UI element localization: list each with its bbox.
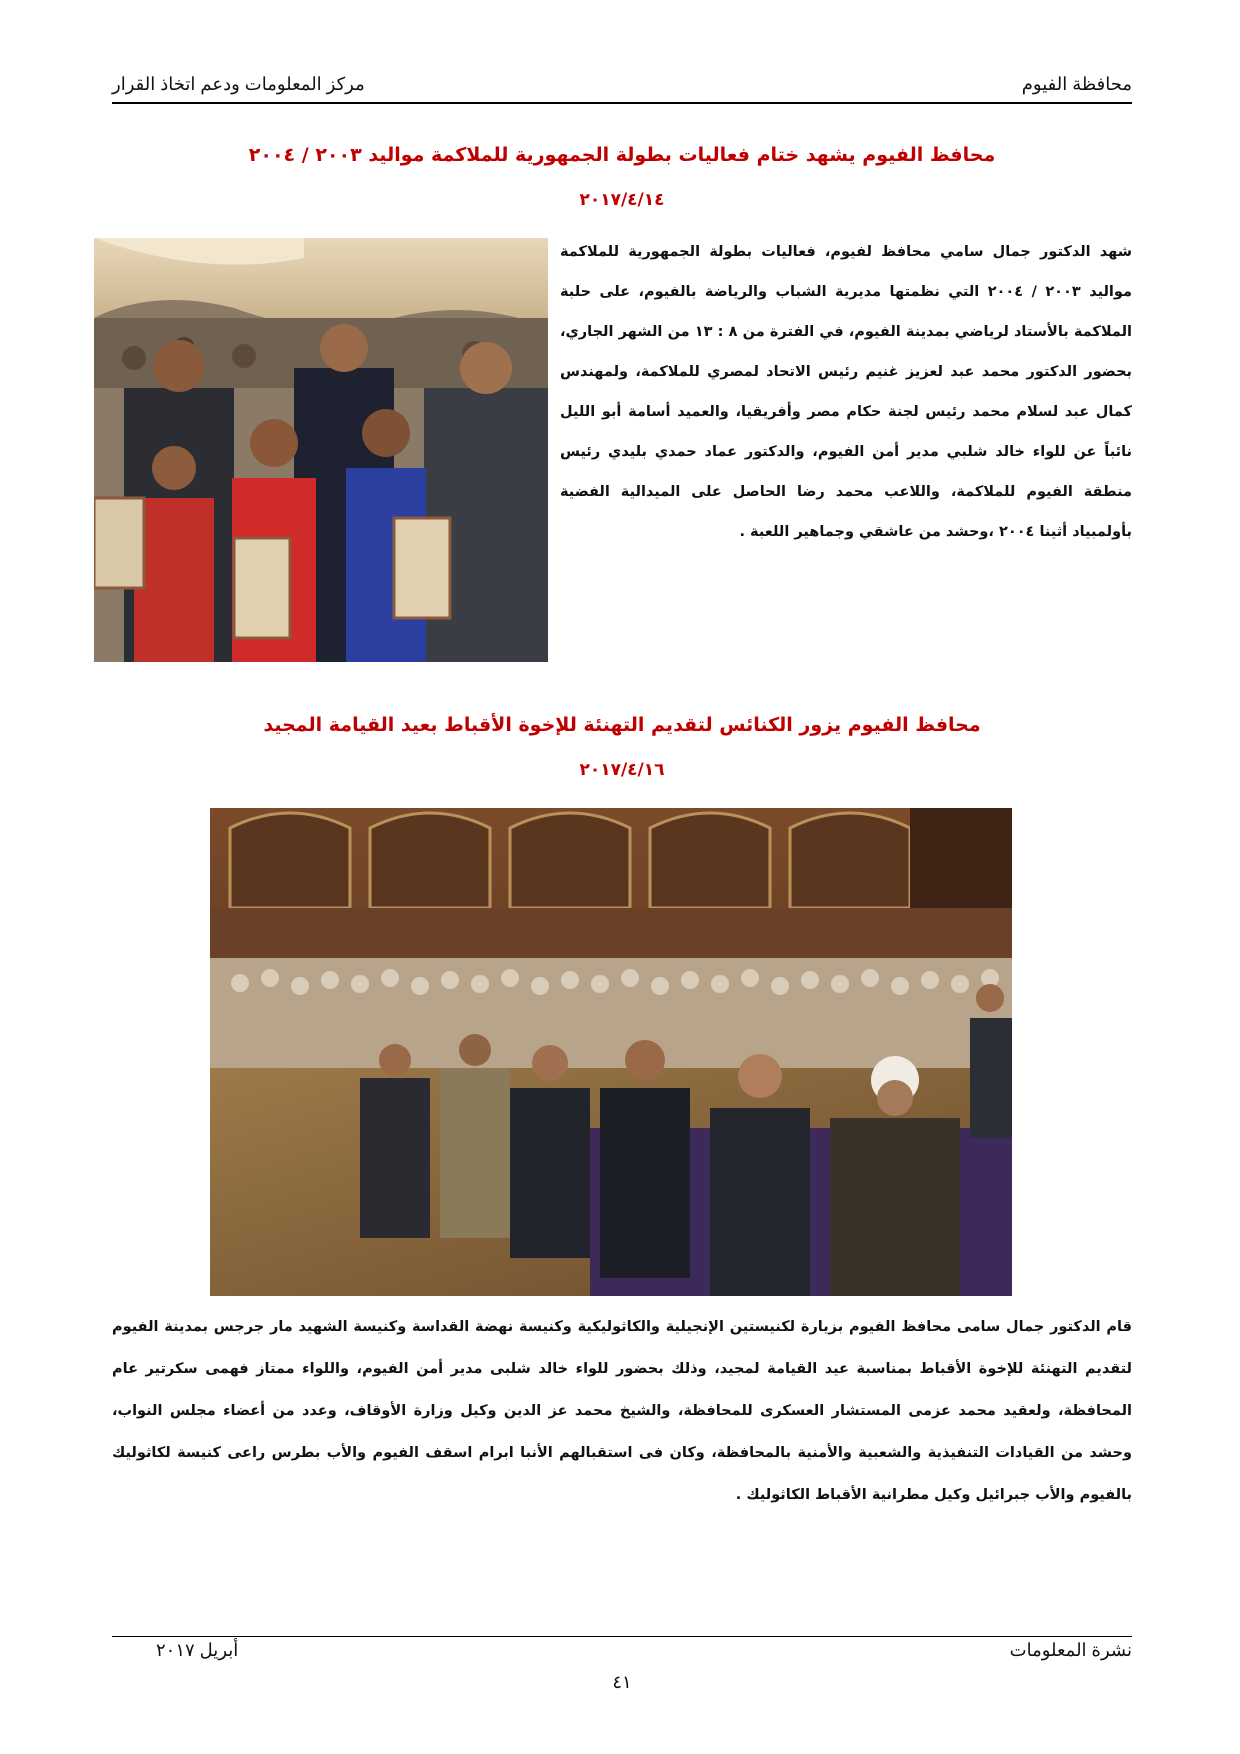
- article1-title: محافظ الفيوم يشهد ختام فعاليات بطولة الجمهورية للملاكمة مواليد ٢٠٠٣ / ٢٠٠٤: [248, 144, 996, 166]
- footer-date: أبريل ٢٠١٧: [156, 1640, 239, 1660]
- boxing-ceremony-photo: [94, 238, 548, 662]
- page-number: ٤١: [612, 1672, 632, 1692]
- article1-date: ٢٠١٧/٤/١٤: [579, 190, 665, 210]
- header-center: مركز المعلومات ودعم اتخاذ القرار: [112, 74, 365, 94]
- article2-title: محافظ الفيوم يزور الكنائس لتقديم التهنئة للإخوة الأقباط بعيد القيامة المجيد: [263, 714, 981, 736]
- boxing-ceremony-illustration: [94, 238, 548, 662]
- article2-date: ٢٠١٧/٤/١٦: [579, 760, 665, 780]
- footer-divider: [112, 1636, 1132, 1637]
- page-header: [112, 70, 1132, 104]
- header-governorate: محافظة الفيوم: [1021, 74, 1132, 94]
- church-visit-photo: [210, 808, 1012, 1296]
- article1-body: شهد الدكتور جمال سامي محافظ لفيوم، فعاليات بطولة الجمهورية للملاكمة مواليد ٢٠٠٣ / ٢٠٠٤ التي نظمتها مديرية الشباب والرياضة بالفيوم، على حلبة الملاكمة بالأستاد لرياضي بمدينة الفيوم، في الفترة من ٨ : ١٣ من الشهر الجاري، بحضور الدكتور محمد عبد لعزيز غنيم رئيس الاتحاد لمصري للملاكمة، ولمهندس كمال عبد لسلام محمد رئيس لجنة حكام مصر وأفريقيا، والعميد أسامة أبو الليل نائباً عن للواء خالد شلبي مدير أمن الفيوم، والدكتور عماد حمدي بليدي رئيس منطقة الفيوم للملاكمة، واللاعب محمد رضا الحاصل على الميدالية الفضية بأولمبياد أثينا ٢٠٠٤ ،وحشد من عاشقي وجماهير اللعبة .: [560, 244, 1133, 540]
- church-visit-illustration: [210, 808, 1012, 1296]
- footer-publication: نشرة المعلومات: [1009, 1640, 1132, 1660]
- page-footer: [112, 1640, 1132, 1670]
- article2-body: قام الدكتور جمال سامى محافظ الفيوم بزيارة لكنيستين الإنجيلية والكاثوليكية وكنيسة نهضة القداسة وكنيسة الشهيد مار جرجس بمدينة الفيوم لتقديم التهنئة للإخوة الأقباط بمناسبة عيد القيامة لمجيد، وذلك بحضور للواء خالد شلبى مدير أمن الفيوم، واللواء ممتاز فهمى سكرتير عام المحافظة، ولعقيد محمد عزمى المستشار العسكرى للمحافظة، والشيخ محمد عز الدين وكيل وزارة الأوقاف، وعدد من أعضاء مجلس النواب، وحشد من القيادات التنفيذية والشعبية والأمنية بالمحافظة، وكان فى استقبالهم الأنبا ابرام اسقف الفيوم والأب بطرس راعى كنيسة لكاثوليك بالفيوم والأب جبرائيل وكيل مطرانية الأقباط الكاثوليك .: [112, 1319, 1132, 1503]
